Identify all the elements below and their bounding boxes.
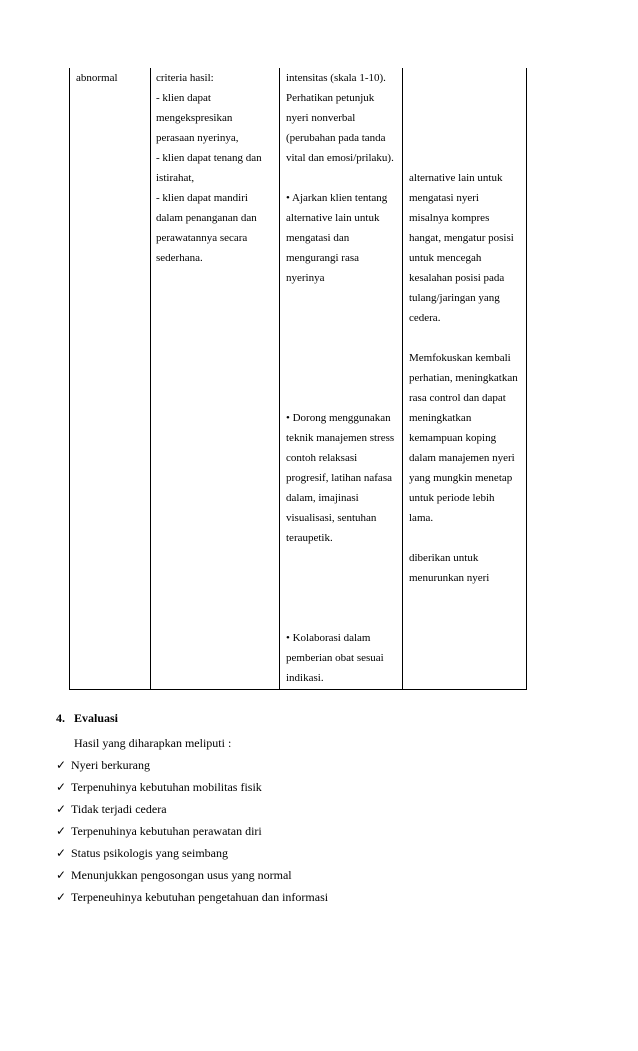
table-line: [286, 388, 406, 408]
table-line: mengatasi dan: [286, 232, 350, 244]
table-line: yang mungkin menetap: [409, 472, 513, 484]
table-line: alternative lain untuk: [409, 172, 503, 184]
table-line: untuk mencegah: [409, 252, 482, 264]
list-item-text: Nyeri berkurang: [71, 758, 150, 772]
expected-outcomes-list: [56, 754, 328, 908]
checkmark-icon: ✓: [56, 846, 67, 860]
table-border-left: [69, 68, 70, 690]
table-line: [286, 348, 406, 368]
table-line: tulang/jaringan yang: [409, 292, 500, 304]
table-cell-interventions: [286, 68, 406, 688]
table-line: istirahat,: [156, 172, 195, 184]
table-cell-diagnosis: [76, 68, 146, 88]
list-item-text: Tidak terjadi cedera: [71, 802, 167, 816]
table-line: kemampuan koping: [409, 432, 497, 444]
table-line: abnormal: [76, 72, 118, 84]
checkmark-icon: ✓: [56, 824, 67, 838]
table-line: teraupetik.: [286, 532, 333, 544]
list-item: [56, 798, 328, 820]
table-line: [409, 148, 527, 168]
section-title: Evaluasi: [74, 711, 119, 725]
table-line: diberikan untuk: [409, 552, 479, 564]
table-line: intensitas (skala 1-10).: [286, 72, 386, 84]
checkmark-icon: ✓: [56, 890, 67, 904]
table-line: [286, 288, 406, 308]
table-line: nyeri nonverbal: [286, 112, 356, 124]
table-line: [409, 128, 527, 148]
table-line: [286, 168, 406, 188]
table-line: teknik manajemen stress: [286, 432, 395, 444]
table-line: cedera.: [409, 312, 441, 324]
list-item-text: Terpenuhinya kebutuhan perawatan diri: [71, 824, 262, 838]
checkmark-icon: ✓: [56, 758, 67, 772]
table-line: perasaan nyerinya,: [156, 132, 239, 144]
table-line: [286, 308, 406, 328]
table-line: pemberian obat sesuai: [286, 652, 384, 664]
section-heading: [56, 708, 328, 728]
table-line: menurunkan nyeri: [409, 572, 490, 584]
list-item: [56, 820, 328, 842]
table-line: dalam, imajinasi: [286, 492, 359, 504]
table-line: [409, 328, 527, 348]
table-line: indikasi.: [286, 672, 324, 684]
table-line: [409, 68, 527, 88]
table-line: mengatasi nyeri: [409, 192, 479, 204]
table-line: dalam penanganan dan: [156, 212, 257, 224]
table-line: • Kolaborasi dalam: [286, 632, 371, 644]
list-item-text: Menunjukkan pengosongan usus yang normal: [71, 868, 292, 882]
table-divider-1: [150, 68, 151, 690]
list-item-text: Terpenuhinya kebutuhan mobilitas fisik: [71, 780, 262, 794]
table-line: [409, 108, 527, 128]
table-border-bottom: [69, 689, 527, 690]
table-line: (perubahan pada tanda: [286, 132, 386, 144]
table-line: meningkatkan: [409, 412, 472, 424]
checkmark-icon: ✓: [56, 780, 67, 794]
table-line: hangat, mengatur posisi: [409, 232, 514, 244]
checkmark-icon: ✓: [56, 868, 67, 882]
list-item: [56, 776, 328, 798]
table-line: Memfokuskan kembali: [409, 352, 511, 364]
table-line: untuk periode lebih: [409, 492, 495, 504]
section-intro: Hasil yang diharapkan meliputi :: [74, 736, 232, 750]
table-line: mengekspresikan: [156, 112, 233, 124]
table-line: • Dorong menggunakan: [286, 412, 391, 424]
table-line: - klien dapat tenang dan: [156, 152, 262, 164]
table-line: [286, 608, 406, 628]
table-line: kesalahan posisi pada: [409, 272, 505, 284]
list-item: [56, 886, 328, 908]
table-line: sederhana.: [156, 252, 203, 264]
table-line: progresif, latihan nafasa: [286, 472, 392, 484]
table-line: contoh relaksasi: [286, 452, 358, 464]
table-line: [286, 368, 406, 388]
table-line: misalnya kompres: [409, 212, 490, 224]
table-line: • Ajarkan klien tentang: [286, 192, 388, 204]
table-line: alternative lain untuk: [286, 212, 380, 224]
table-line: [286, 588, 406, 608]
list-item-text: Terpeneuhinya kebutuhan pengetahuan dan informasi: [71, 890, 329, 904]
table-line: [409, 528, 527, 548]
table-line: visualisasi, sentuhan: [286, 512, 377, 524]
table-line: - klien dapat: [156, 92, 211, 104]
table-line: [286, 568, 406, 588]
table-line: - klien dapat mandiri: [156, 192, 248, 204]
table-line: criteria hasil:: [156, 72, 214, 84]
table-line: mengurangi rasa: [286, 252, 359, 264]
care-plan-table: [69, 68, 527, 690]
table-line: lama.: [409, 512, 434, 524]
list-item: [56, 754, 328, 776]
table-line: rasa control dan dapat: [409, 392, 506, 404]
list-item: [56, 842, 328, 864]
table-line: perawatannya secara: [156, 232, 248, 244]
section-number: 4.: [56, 711, 65, 725]
table-line: [286, 548, 406, 568]
table-cell-rationale: [409, 68, 527, 588]
table-line: vital dan emosi/prilaku).: [286, 152, 394, 164]
list-item-text: Status psikologis yang seimbang: [71, 846, 228, 860]
list-item: [56, 864, 328, 886]
table-line: [286, 328, 406, 348]
evaluation-section: [56, 708, 328, 908]
table-line: nyerinya: [286, 272, 325, 284]
table-line: dalam manajemen nyeri: [409, 452, 515, 464]
table-cell-goals: [156, 68, 280, 268]
checkmark-icon: ✓: [56, 802, 67, 816]
table-line: [409, 88, 527, 108]
table-line: Perhatikan petunjuk: [286, 92, 375, 104]
table-line: perhatian, meningkatkan: [409, 372, 518, 384]
